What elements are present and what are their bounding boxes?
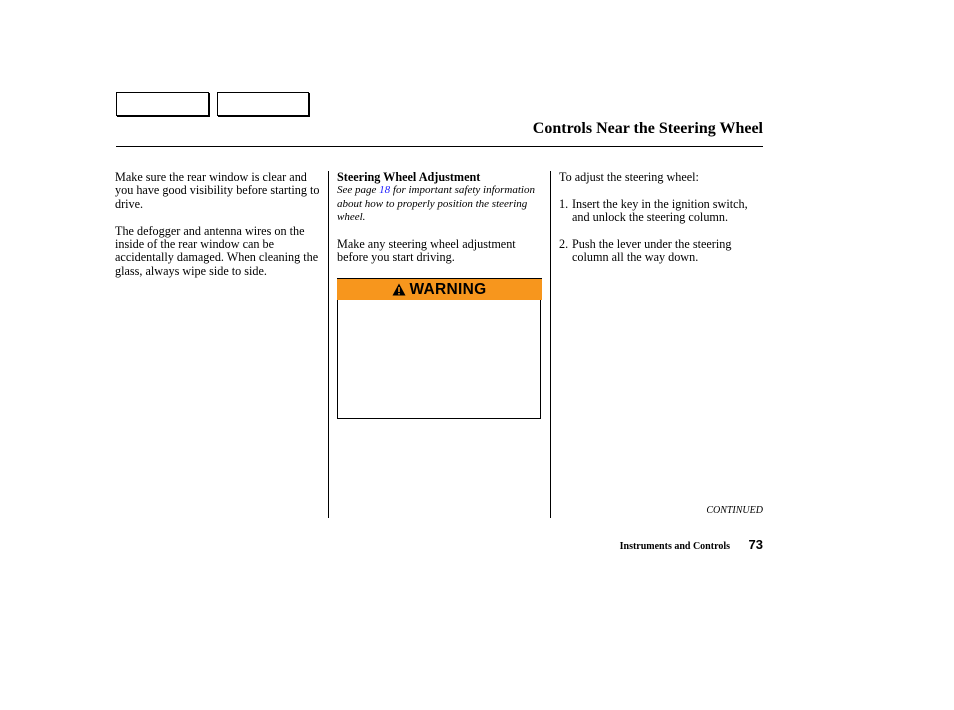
column-3 [559, 171, 764, 278]
list-item [559, 198, 764, 225]
column-2 [337, 171, 543, 278]
paragraph-rear-window: Make sure the rear window is clear and you have good visibility before starting to drive. [115, 170, 320, 211]
column-1 [115, 171, 320, 292]
step-number: 2. [559, 237, 569, 251]
step-text: Insert the key in the ignition switch, and unlock the steering column. [572, 196, 748, 225]
step-text: Push the lever under the steering column all the way down. [572, 237, 732, 265]
warning-triangle-icon [392, 283, 406, 296]
note-suffix: for important safety information about how to properly position the steering wheel. [337, 184, 535, 224]
header-rule [116, 146, 763, 147]
page-number: 73 [748, 537, 763, 552]
warning-label: WARNING [409, 280, 487, 298]
continued-label: CONTINUED [706, 505, 763, 516]
nav-tab-box-2[interactable] [217, 92, 309, 116]
page-title: Controls Near the Steering Wheel [532, 120, 763, 137]
column-divider-left [328, 171, 329, 518]
column-divider-right [550, 171, 551, 518]
list-item [559, 238, 764, 265]
section-heading: Steering Wheel Adjustment [337, 170, 481, 184]
warning-banner [337, 278, 542, 300]
paragraph-defogger: The defogger and antenna wires on the inside of the rear window can be accidentally damaged. When cleaning the glass, always wipe side to side. [115, 223, 319, 278]
safety-note [337, 184, 543, 224]
page-link[interactable]: 18 [379, 184, 391, 197]
step-number: 1. [559, 196, 569, 211]
paragraph-adjustment: Make any steering wheel adjustment before you start driving. [337, 237, 516, 265]
steps-intro: To adjust the steering wheel: [559, 170, 699, 184]
nav-tab-box-1[interactable] [116, 92, 209, 116]
note-prefix: See page [337, 184, 380, 197]
footer-section-name: Instruments and Controls [619, 541, 730, 552]
steps-list [559, 198, 764, 265]
